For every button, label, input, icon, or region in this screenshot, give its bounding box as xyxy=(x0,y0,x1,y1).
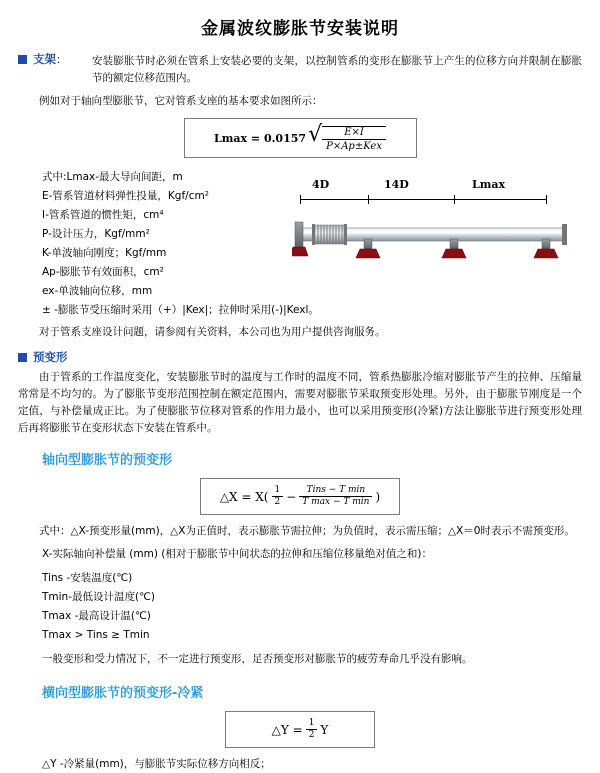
lmax-formula-denominator: P×Ap±Kex xyxy=(326,141,382,152)
section-heading-support-label: 支架 xyxy=(33,52,56,66)
section-heading-support: 支架 ： xyxy=(18,51,586,67)
support-intro-text: 安装膨胀节时必须在管系上安装必要的支架，以控制管系的变形在膨胀节上产生的位移方向并限制在膨胀节的额定位移范围内。 xyxy=(92,55,582,84)
legend-figure-row xyxy=(14,164,586,320)
lateral-half-denominator: 2 xyxy=(308,730,315,740)
lateral-equation xyxy=(14,711,586,748)
support-example-text: 例如对于轴向型膨胀节，它对管系支座的基本要求如图所示： xyxy=(39,95,323,107)
axial-note-2: X-实际轴向补偿量 (mm) (相对于膨胀节中间状态的拉伸和压缩位移量绝对值之和)： xyxy=(42,548,432,560)
square-bullet-icon xyxy=(18,55,27,64)
axial-equation-lhs: △X = X( xyxy=(219,489,269,504)
subheading-lateral: 横向型膨胀节的预变形-冷紧 xyxy=(42,686,204,701)
radical-icon: √ $\frac{E\times I}{\text{P×Ap±Kex}}$ xyxy=(308,124,386,152)
figure-dimension-lines xyxy=(292,194,592,206)
legend-item: ± -膨胀节受压缩时采用（+）|Kex|；拉伸时采用(-)|Kexl。 xyxy=(42,304,319,316)
support-closing-text: 对于管系支座设计问题，请参阅有关资料，本公司也为用户提供咨询服务。 xyxy=(39,326,386,338)
legend-item: ex-单波轴向位移，mm xyxy=(42,285,153,297)
figure-label-lmax: Lmax xyxy=(472,178,506,191)
axial-equation-rhs: ) xyxy=(375,489,381,504)
square-bullet-icon xyxy=(18,353,27,362)
predeform-body-text: 由于管系的工作温度变化，安装膨胀节时的温度与工作时的温度不同，管系热膨胀冷缩对膨胀节产生的拉伸、压缩量常常是不均匀的。为了膨胀节变形范围控制在额定范围内，需要对膨胀节采取预变形处理。另外，由于膨胀节刚度是一个定值，与补偿量成正比。为了使膨胀节位移对管系的作用力最小，也可以采用预变形(冷紧)方法让膨胀节进行预变形处理后再将膨胀节在变形状态下安装在管系中。 xyxy=(18,371,582,434)
lateral-half-numerator: 1 xyxy=(306,718,318,730)
axial-definition-list xyxy=(42,569,586,645)
lmax-formula-lhs: Lmax = 0.0157 xyxy=(214,131,307,145)
definition-item: Tins -安装温度(℃) xyxy=(42,572,133,584)
axial-half-denominator: 2 xyxy=(274,497,281,507)
axial-note-1: 式中：△X-预变形量(mm)，△X为正值时，表示膨胀节需拉伸；为负值时，表示需压缩；△X＝0时表示不需预变形。 xyxy=(39,525,575,537)
lmax-formula xyxy=(184,118,417,158)
figure-label-14d: 14D xyxy=(384,178,409,191)
section-heading-predeform xyxy=(18,349,586,365)
legend-item: I-管系管道的惯性矩，cm⁴ xyxy=(42,209,164,221)
lateral-note-text: △Y -冷紧量(mm)，与膨胀节实际位移方向相反； xyxy=(42,758,271,770)
subheading-axial: 轴向型膨胀节的预变形 xyxy=(42,453,173,468)
definition-item: Tmin-最低设计温度(℃) xyxy=(42,591,155,603)
axial-equation xyxy=(14,478,586,515)
definition-item: Tmax -最高设计温(℃) xyxy=(42,610,151,622)
document-page xyxy=(0,14,600,770)
section-heading-predeform-label: 预变形 xyxy=(33,350,68,364)
axial-closing-text: 一般变形和受力情况下，不一定进行预变形，足否预变形对膨胀节的疲劳寿命几乎没有影响。 xyxy=(42,653,473,665)
figure-label-4d: 4D xyxy=(312,178,330,191)
definition-item: Tmax > Tins ≥ Tmin xyxy=(42,629,150,641)
page-title: 金属波纹膨胀节安装说明 xyxy=(201,19,399,39)
piping-figure xyxy=(292,164,592,278)
lateral-equation-lhs: △Y = xyxy=(271,722,303,737)
support-legend-list xyxy=(42,168,319,320)
lmax-formula-numerator: E×I xyxy=(322,127,386,140)
legend-item: K-单波轴向刚度；Kgf/mm xyxy=(42,247,167,259)
axial-frac-denominator: T max − T min xyxy=(302,497,370,507)
legend-item: 式中:Lmax-最大导向间距，m xyxy=(42,171,183,183)
axial-half-numerator: 1 xyxy=(272,485,284,497)
figure-dimension-labels xyxy=(292,178,592,194)
axial-frac-numerator: Tins − T min xyxy=(299,485,372,497)
axial-equation-minus: − xyxy=(286,489,297,504)
lateral-equation-rhs: Y xyxy=(320,722,329,737)
figure-drawing xyxy=(292,208,592,278)
legend-item: P-设计压力，Kgf/mm² xyxy=(42,228,150,240)
legend-item: Ap-膨胀节有效面积，cm² xyxy=(42,266,164,278)
legend-item: E-管系管道材料弹性投量，Kgf/cm² xyxy=(42,190,209,202)
